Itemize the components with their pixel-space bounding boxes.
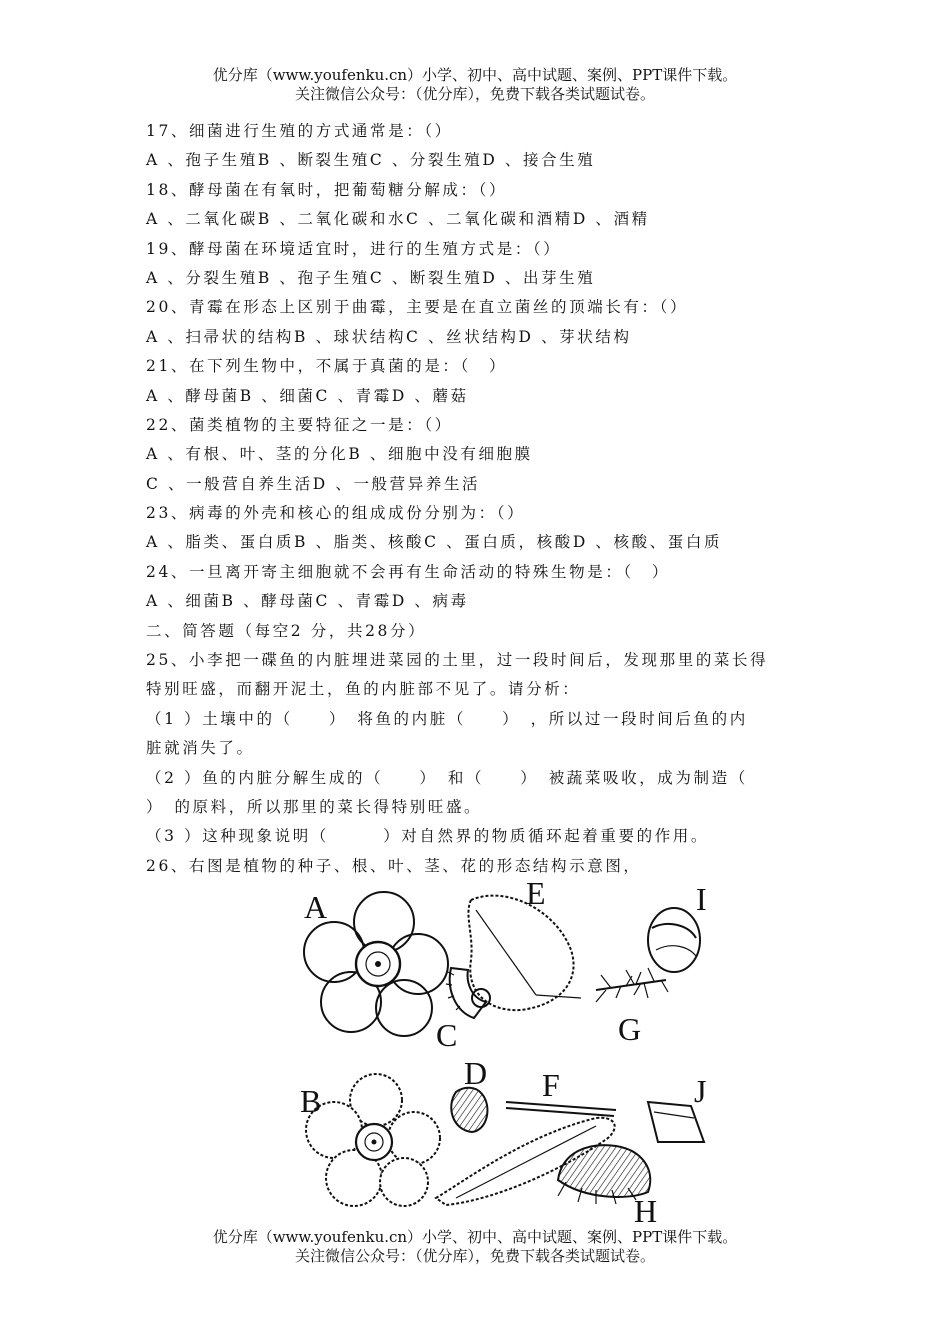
q26-stem: 26、右图是植物的种子、根、叶、茎、花的形态结构示意图， bbox=[146, 856, 642, 875]
footer-line-2: 关注微信公众号：（优分库），免费下载各类试题试卷。 bbox=[294, 1247, 655, 1265]
label-a: A bbox=[304, 889, 328, 925]
q18-stem: 18、酵母菌在有氧时，把葡萄糖分解成：（） bbox=[146, 180, 508, 199]
label-h: H bbox=[634, 1193, 658, 1225]
label-j: J bbox=[694, 1073, 707, 1109]
label-e: E bbox=[526, 880, 546, 911]
q23-options: A 、脂类、蛋白质B 、脂类、核酸C 、蛋白质，核酸D 、核酸、蛋白质 bbox=[146, 533, 723, 552]
q25-part1-a: （1 ）土壤中的（ ） 将鱼的内脏（ ） ，所以过一段时间后鱼的内 bbox=[146, 709, 748, 728]
q22-options-cd: C 、一般营自养生活D 、一般营异养生活 bbox=[146, 474, 481, 493]
q24-options: A 、细菌B 、酵母菌C 、青霉D 、病毒 bbox=[146, 592, 469, 611]
label-d: D bbox=[464, 1055, 488, 1091]
q25-part1-b: 脏就消失了。 bbox=[146, 739, 255, 758]
q23-stem: 23、病毒的外壳和核心的组成成份分别为：（） bbox=[146, 504, 526, 523]
q25-stem-2: 特别旺盛，而翻开泥土，鱼的内脏部不见了。请分析： bbox=[146, 680, 581, 699]
root-g-drawing bbox=[596, 968, 668, 1002]
header-line-2: 关注微信公众号：（优分库），免费下载各类试题试卷。 bbox=[294, 85, 655, 103]
q25-stem-1: 25、小李把一碟鱼的内脏埋进菜园的土里，过一段时间后，发现那里的菜长得 bbox=[146, 651, 769, 670]
label-f: F bbox=[542, 1067, 560, 1103]
label-g: G bbox=[618, 1011, 642, 1047]
page-header bbox=[0, 66, 950, 104]
q24-stem: 24、一旦离开寄主细胞就不会再有生命活动的特殊生物是：（ ） bbox=[146, 562, 670, 581]
plant-structure-figure bbox=[296, 880, 736, 1225]
label-c: C bbox=[436, 1017, 458, 1053]
q19-options: A 、分裂生殖B 、孢子生殖C 、断裂生殖D 、出芽生殖 bbox=[146, 268, 596, 287]
section-heading: 二、简答题（每空2 分，共28分） bbox=[146, 621, 427, 640]
q25-part2-a: （2 ）鱼的内脏分解生成的（ ） 和（ ） 被蔬菜吸收，成为制造（ bbox=[146, 768, 748, 787]
q19-stem: 19、酵母菌在环境适宜时，进行的生殖方式是：（） bbox=[146, 239, 562, 258]
q17-stem: 17、细菌进行生殖的方式通常是：（） bbox=[146, 122, 453, 140]
q25-part2-b: ） 的原料，所以那里的菜长得特别旺盛。 bbox=[146, 797, 483, 816]
q20-options: A 、扫帚状的结构B 、球状结构C 、丝状结构D 、芽状结构 bbox=[146, 327, 632, 346]
q22-stem: 22、菌类植物的主要特征之一是：（） bbox=[146, 415, 453, 434]
label-b: B bbox=[300, 1083, 322, 1119]
q20-stem: 20、青霉在形态上区别于曲霉，主要是在直立菌丝的顶端长有：（） bbox=[146, 298, 689, 317]
q25-part3: （3 ）这种现象说明（ ）对自然界的物质循环起着重要的作用。 bbox=[146, 827, 709, 846]
header-line-1: 优分库（www.youfenku.cn）小学、初中、高中试题、案例、PPT课件下载。 bbox=[212, 66, 738, 84]
q22-options-ab: A 、有根、叶、茎的分化B 、细胞中没有细胞膜 bbox=[146, 445, 533, 464]
leaf-e-drawing bbox=[468, 896, 581, 1011]
seed-i-drawing bbox=[648, 908, 700, 972]
page-footer bbox=[0, 1228, 950, 1266]
plant-structure-drawing bbox=[296, 880, 736, 1225]
stamen-d-drawing bbox=[451, 1088, 487, 1132]
q21-options: A 、酵母菌B 、细菌C 、青霉D 、蘑菇 bbox=[146, 386, 469, 405]
flower-b-drawing bbox=[306, 1074, 440, 1206]
label-i: I bbox=[696, 881, 707, 917]
question-content bbox=[146, 117, 816, 881]
q18-options: A 、二氧化碳B 、二氧化碳和水C 、二氧化碳和酒精D 、酒精 bbox=[146, 210, 650, 229]
q17-options: A 、孢子生殖B 、断裂生殖C 、分裂生殖D 、接合生殖 bbox=[146, 151, 596, 170]
footer-line-1: 优分库（www.youfenku.cn）小学、初中、高中试题、案例、PPT课件下载。 bbox=[212, 1228, 738, 1246]
q21-stem: 21、在下列生物中，不属于真菌的是：（ ） bbox=[146, 357, 508, 376]
